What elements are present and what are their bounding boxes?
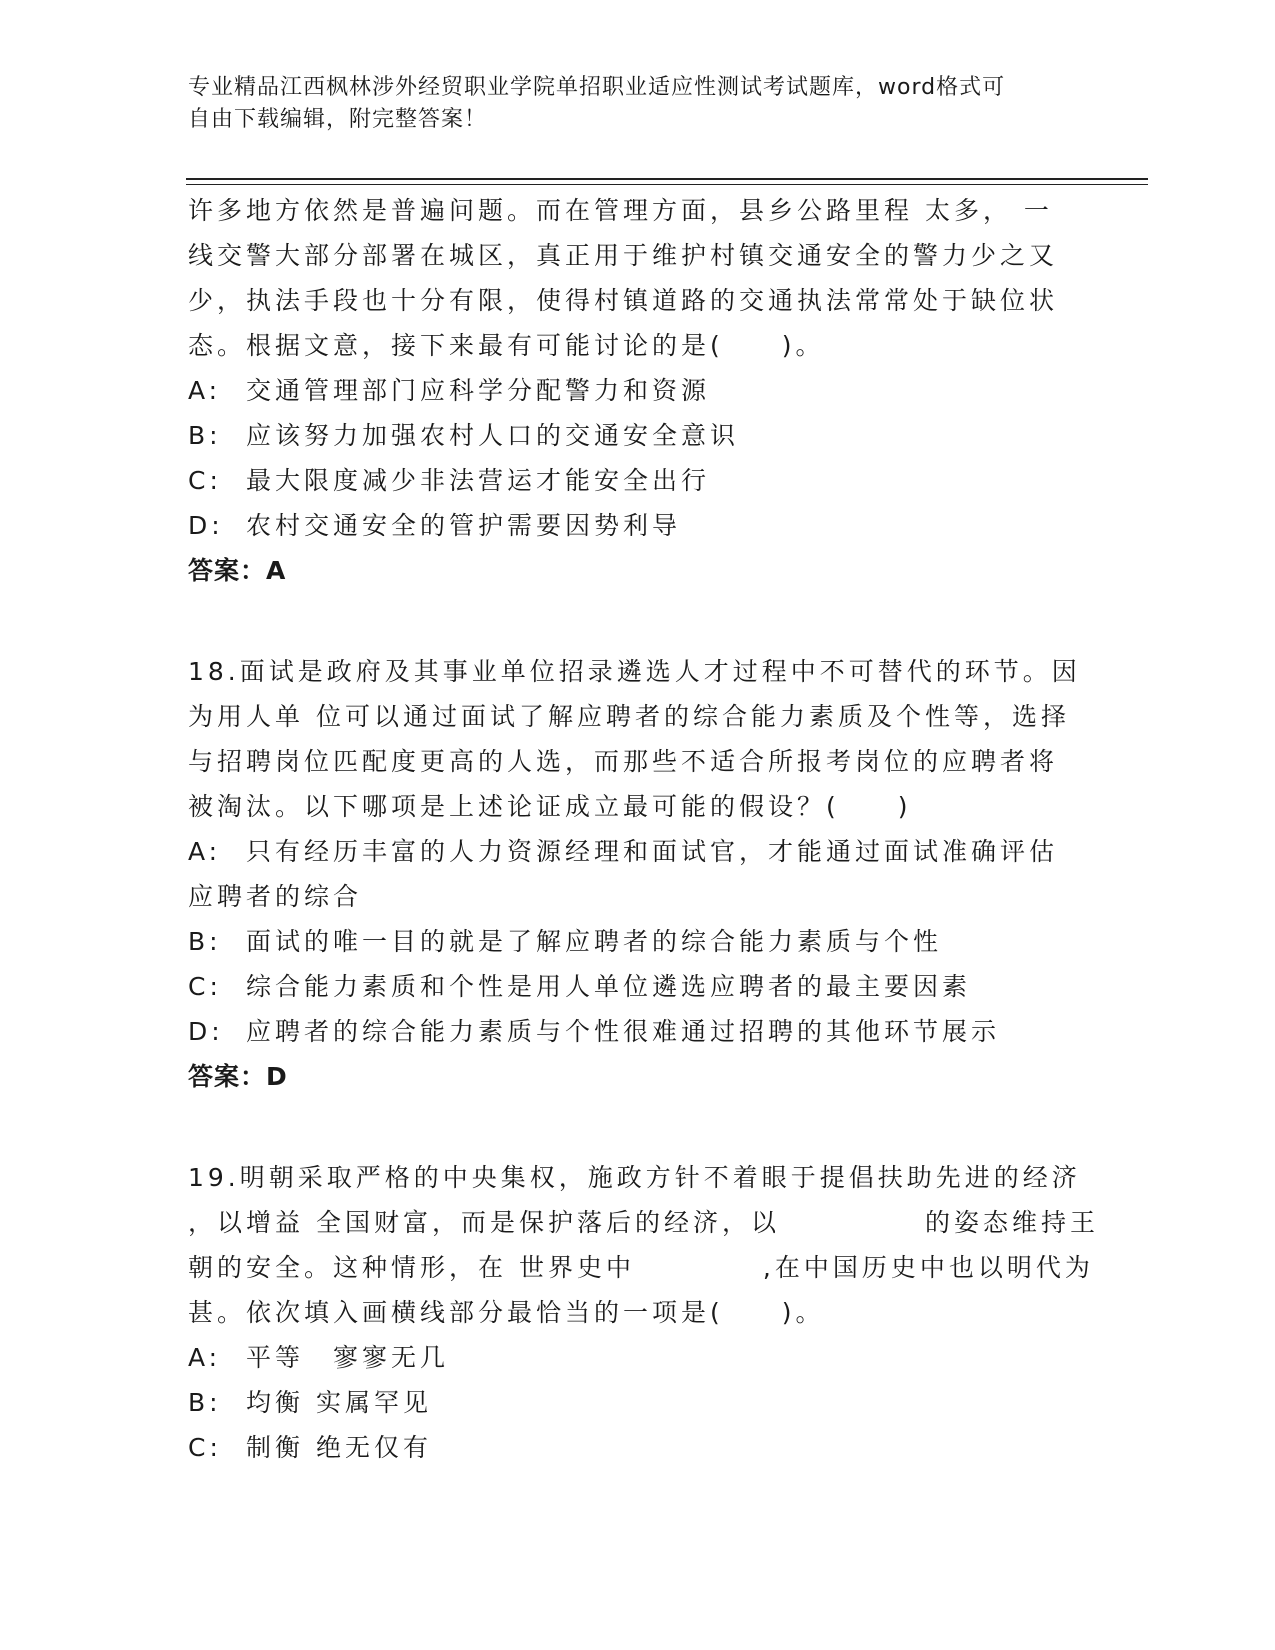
option-a-continuation: 应聘者的综合 bbox=[188, 882, 363, 911]
question-text-line: 少，执法手段也十分有限，使得村镇道路的交通执法常常处于缺位状 bbox=[188, 286, 1059, 315]
option-text: 面试的唯一目的就是了解应聘者的综合能力素质与个性 bbox=[246, 927, 943, 956]
question-text-line: 许多地方依然是普遍问题。而在管理方面，县乡公路里程 太多， 一 bbox=[188, 196, 1053, 225]
option-a bbox=[188, 1335, 1088, 1380]
header-rule-thick bbox=[186, 178, 1148, 180]
option-key: B: bbox=[188, 1388, 222, 1417]
option-text: 最大限度减少非法营运才能安全出行 bbox=[246, 466, 711, 495]
option-key: D: bbox=[188, 511, 224, 540]
option-key: C: bbox=[188, 972, 222, 1001]
question-text-line: 19.明朝采取严格的中央集权，施政方针不着眼于提倡扶助先进的经济 bbox=[188, 1163, 1081, 1192]
option-text: 农村交通安全的管护需要因势利导 bbox=[246, 511, 682, 540]
question-text-line: 与招聘岗位匹配度更高的人选，而那些不适合所报考岗位的应聘者将 bbox=[188, 747, 1059, 776]
option-d bbox=[188, 1009, 1088, 1054]
option-b bbox=[188, 413, 1088, 458]
question-text-line: ，以增益 全国财富，而是保护落后的经济，以 的姿态维持王 bbox=[188, 1208, 1099, 1237]
header-line-1: 专业精品江西枫林涉外经贸职业学院单招职业适应性测试考试题库，word格式可 bbox=[188, 75, 1006, 100]
document-body bbox=[188, 188, 1099, 1470]
header-rule-thin bbox=[186, 184, 1148, 185]
question-text-line: 被淘汰。以下哪项是上述论证成立最可能的假设？( ) bbox=[188, 792, 912, 821]
option-c bbox=[188, 964, 1088, 1009]
question-text-line: 朝的安全。这种情形，在 世界史中 ,在中国历史中也以明代为 bbox=[188, 1253, 1094, 1282]
question-text-line: 甚。依次填入画横线部分最恰当的一项是( )。 bbox=[188, 1298, 825, 1327]
option-text: 应聘者的综合能力素质与个性很难通过招聘的其他环节展示 bbox=[246, 1017, 1001, 1046]
question-17 bbox=[188, 188, 1088, 593]
question-text-line: 为用人单 位可以通过面试了解应聘者的综合能力素质及个性等，选择 bbox=[188, 702, 1070, 731]
question-text-line: 态。根据文意，接下来最有可能讨论的是( )。 bbox=[188, 331, 825, 360]
option-key: A: bbox=[188, 837, 222, 866]
option-b bbox=[188, 919, 1088, 964]
option-d bbox=[188, 503, 1088, 548]
option-key: A: bbox=[188, 376, 222, 405]
option-key: C: bbox=[188, 466, 222, 495]
question-18 bbox=[188, 649, 1088, 1099]
option-b bbox=[188, 1380, 1088, 1425]
option-text: 只有经历丰富的人力资源经理和面试官，才能通过面试准确评估 bbox=[246, 837, 1059, 866]
option-key: D: bbox=[188, 1017, 224, 1046]
option-key: A: bbox=[188, 1343, 222, 1372]
option-a bbox=[188, 829, 1088, 874]
option-text: 平等 寥寥无几 bbox=[246, 1343, 450, 1372]
answer: 答案：A bbox=[188, 556, 287, 585]
question-text-line: 18.面试是政府及其事业单位招录遴选人才过程中不可替代的环节。因 bbox=[188, 657, 1081, 686]
option-c bbox=[188, 1425, 1088, 1470]
option-key: B: bbox=[188, 927, 222, 956]
document-header bbox=[188, 72, 1068, 136]
question-text-line: 线交警大部分部署在城区，真正用于维护村镇交通安全的警力少之又 bbox=[188, 241, 1059, 270]
option-text: 交通管理部门应科学分配警力和资源 bbox=[246, 376, 711, 405]
option-text: 应该努力加强农村人口的交通安全意识 bbox=[246, 421, 740, 450]
option-a bbox=[188, 368, 1088, 413]
option-text: 均衡 实属罕见 bbox=[246, 1388, 432, 1417]
question-19 bbox=[188, 1155, 1099, 1470]
option-text: 制衡 绝无仅有 bbox=[246, 1433, 432, 1462]
option-c bbox=[188, 458, 1088, 503]
answer: 答案：D bbox=[188, 1062, 288, 1091]
header-line-2: 自由下载编辑，附完整答案！ bbox=[188, 107, 488, 132]
option-text: 综合能力素质和个性是用人单位遴选应聘者的最主要因素 bbox=[246, 972, 972, 1001]
option-key: B: bbox=[188, 421, 222, 450]
option-key: C: bbox=[188, 1433, 222, 1462]
